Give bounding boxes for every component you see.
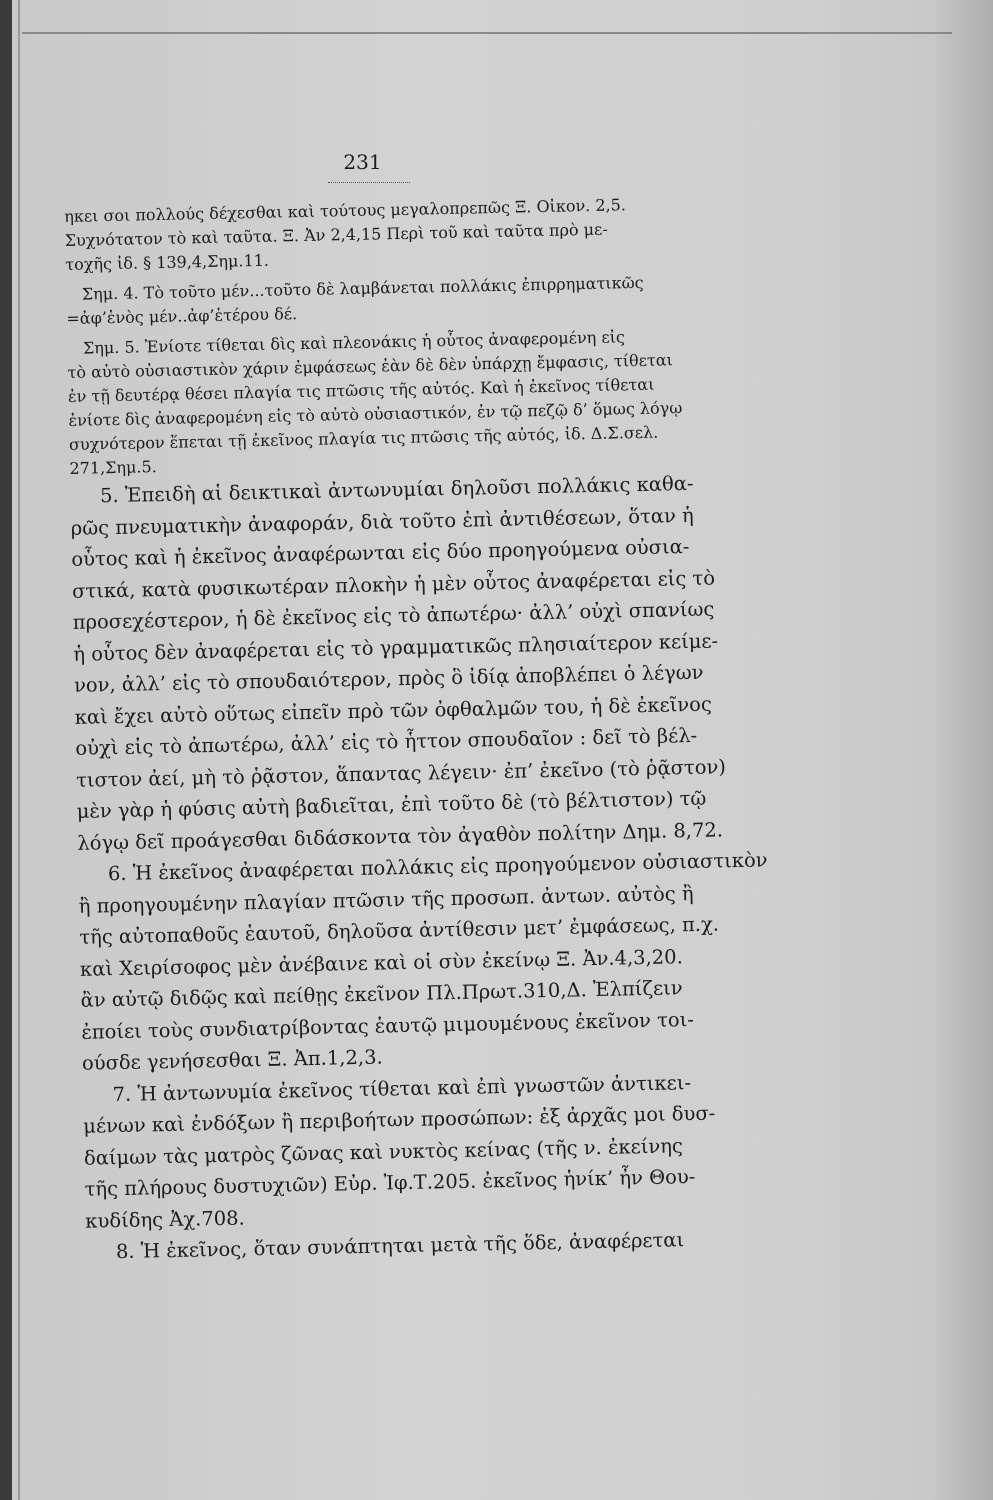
text-line: τὸ αὐτὸ οὐσιαστικὸν χάριν ἐμφάσεως ἐὰν δὲ δὲν ὑπάρχῃ ἔμφασις, τίθεται — [67, 350, 674, 382]
text-line: μὲν γὰρ ἡ φύσις αὐτὴ βαδιεῖται, ἐπὶ τοῦτο δὲ (τὸ βέλτιστον) τῷ — [76, 786, 707, 823]
text-line: καὶ Χειρίσοφος μὲν ἀνέβαινε καὶ οἱ σὺν ἐκείνῳ Ξ. Ἀν.4,3,20. — [79, 944, 684, 981]
text-line: οὐχὶ εἰς τὸ ἀπωτέρω, ἀλλ’ εἰς τὸ ἧττον σπουδαῖον : δεῖ τὸ βέλ- — [75, 723, 698, 760]
page-number: 231 — [343, 150, 382, 174]
text-line: καὶ ἔχει αὐτὸ οὕτως εἰπεῖν πρὸ τῶν ὀφθαλμῶν του, ἡ δὲ ἐκεῖνος — [74, 692, 712, 729]
page-top-edge — [22, 32, 952, 34]
page-left-edge — [18, 0, 20, 1500]
text-line: ρῶς πνευματικὴν ἀναφοράν, διὰ τοῦτο ἐπὶ ἀντιθέσεων, ὅταν ἡ — [70, 503, 694, 540]
text-line: συχνότερον ἕπεται τῇ ἐκεῖνος πλαγία τις πτῶσις τῆς αὐτός, ἰδ. Δ.Σ.σελ. — [68, 422, 659, 454]
page-number-rule — [328, 182, 410, 183]
text-line: ἐνίοτε δὶς ἀναφερομένη εἰς τὸ αὐτὸ οὐσιαστικόν, ἐν τῷ πεζῷ δ’ ὅμως λόγῳ — [68, 398, 683, 430]
text-line: τῆς πλήρους δυστυχιῶν) Εὐρ. Ἰφ.Τ.205. ἐκεῖνος ἡνίκ’ ἦν Θου- — [84, 1164, 696, 1201]
paragraph-7-start: 7. Ἡ ἀντωνυμία ἐκεῖνος τίθεται καὶ ἐπὶ γνωστῶν ἀντικει- — [112, 1070, 692, 1106]
text-line: νον, ἀλλ’ εἰς τὸ σπουδαιότερον, πρὸς ὃ ἰδίᾳ ἀποβλέπει ὁ λέγων — [73, 660, 704, 697]
text-line: μένων καὶ ἐνδόξων ἢ περιβοήτων προσώπων: ἐξ ἀρχᾶς μοι δυσ- — [83, 1101, 716, 1138]
text-line: 271,Σημ.5. — [69, 457, 157, 478]
page-body-text — [64, 192, 768, 1269]
text-line: στικά, κατὰ φυσικωτέραν πλοκὴν ἡ μὲν οὗτος ἀναφέρεται εἰς τὸ — [71, 565, 716, 603]
note-5-line: Σημ. 5. Ἐνίοτε τίθεται δὶς καὶ πλεονάκις ἡ οὗτος ἀναφερομένη εἰς — [82, 327, 626, 358]
text-line: προσεχέστερον, ἡ δὲ ἐκεῖνος εἰς τὸ ἀπωτέρω· ἀλλ’ οὐχὶ σπανίως — [72, 597, 715, 634]
text-line: =ἀφ’ἑνὸς μέν..ἀφ’ἑτέρου δέ. — [66, 304, 298, 328]
text-line: ἂν αὐτῷ διδῷς καὶ πείθῃς ἐκεῖνον Πλ.Πρωτ.310,Δ. Ἐλπίζειν — [80, 976, 683, 1012]
note-4-line: Σημ. 4. Τὸ τοῦτο μέν...τοῦτο δὲ λαμβάνεται πολλάκις ἐπιρρηματικῶς — [81, 272, 644, 304]
page-edge-shadow — [933, 0, 993, 1500]
text-line: τῆς αὐτοπαθοῦς ἑαυτοῦ, δηλοῦσα ἀντίθεσιν μετ’ ἐμφάσεως, π.χ. — [79, 912, 720, 949]
text-line: κυδίδης Ἀχ.708. — [85, 1205, 245, 1233]
paragraph-8-start: 8. Ἡ ἐκεῖνος, ὅταν συνάπτηται μετὰ τῆς ὅδε, ἀναφέρεται — [115, 1228, 685, 1264]
text-line: τιστον ἀεί, μὴ τὸ ῥᾷστον, ἅπαντας λέγειν· ἐπ’ ἐκεῖνο (τὸ ῥᾷστον) — [75, 754, 727, 792]
text-line: τοχῆς ἰδ. § 139,4,Σημ.11. — [65, 250, 270, 274]
book-page — [12, 0, 993, 1500]
text-line: ἐν τῇ δευτέρᾳ θέσει πλαγία τις πτῶσις τῆς αὐτός. Καὶ ἡ ἐκεῖνος τίθεται — [67, 374, 655, 406]
text-line: λόγῳ δεῖ προάγεσθαι διδάσκοντα τὸν ἀγαθὸν πολίτην Δημ. 8,72. — [77, 817, 724, 855]
text-line: ούσδε γενήσεσθαι Ξ. Ἀπ.1,2,3. — [81, 1045, 383, 1075]
text-line: ηκει σοι πολλούς δέχεσθαι καὶ τούτους μεγαλοπρεπῶς Ξ. Οἰκον. 2,5. — [64, 195, 627, 226]
text-line: ἐποίει τοὺς συνδιατρίβοντας ἑαυτῷ μιμουμένους ἐκεῖνον τοι- — [81, 1007, 695, 1044]
text-line: Συχνότατον τὸ καὶ ταῦτα. Ξ. Ἀν 2,4,15 Περὶ τοῦ καὶ ταῦτα πρὸ με- — [64, 219, 608, 250]
paragraph-6-start: 6. Ἡ ἐκεῖνος ἀναφέρεται πολλάκις εἰς προηγούμενον οὐσιαστικὸν — [107, 848, 768, 886]
text-line: δαίμων τὰς ματρὸς ζῶνας καὶ νυκτὸς κείνας (τῆς ν. ἐκείνης — [83, 1133, 684, 1170]
text-line: οὗτος καὶ ἡ ἐκεῖνος ἀναφέρωνται εἰς δύο προηγούμενα οὐσια- — [71, 534, 690, 571]
paragraph-5-start: 5. Ἐπειδὴ αἱ δεικτικαὶ ἀντωνυμίαι δηλοῦσι πολλάκις καθα- — [99, 471, 694, 508]
text-line: ἢ προηγουμένην πλαγίαν πτῶσιν τῆς προσωπ. ἀντων. αὐτὸς ἢ — [78, 881, 694, 918]
text-line: ἡ οὗτος δὲν ἀναφέρεται εἰς τὸ γραμματικῶς πλησιαίτερον κείμε- — [73, 628, 719, 666]
